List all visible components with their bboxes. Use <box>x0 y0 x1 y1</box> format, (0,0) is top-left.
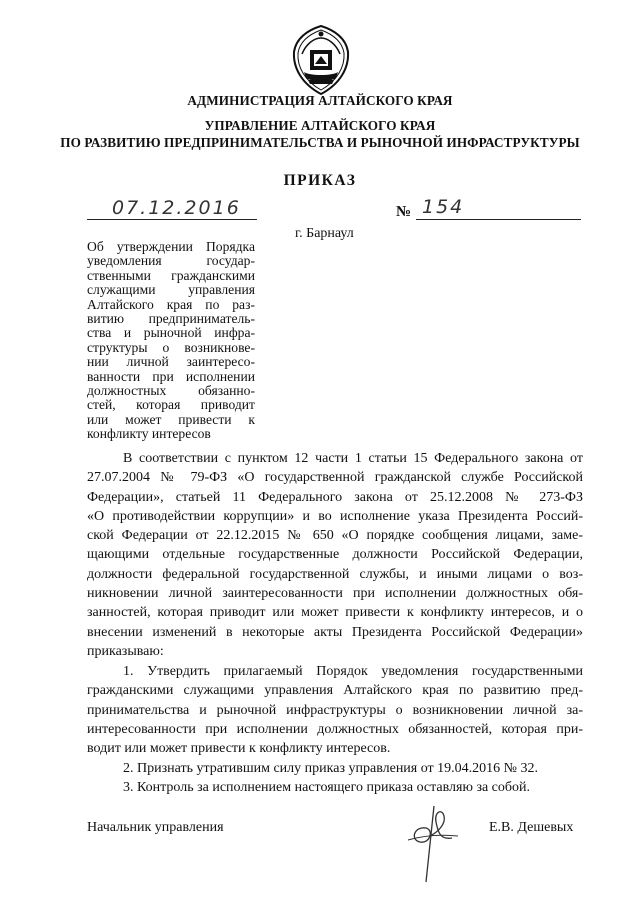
subject-line: конфликту интересов <box>87 426 211 442</box>
order-item-2-container <box>87 759 583 798</box>
number-underline <box>416 219 581 220</box>
subject-line: витию предприниматель- <box>87 311 255 327</box>
preamble-line: «О противодействии коррупции» и во исполнение указа Президента Россий- <box>87 508 583 524</box>
item1-line: интересованности при исполнении должностных обязанностей, которая при- <box>87 721 583 737</box>
subject-line: стей, которая приводит <box>87 397 255 413</box>
signatory-position: Начальник управления <box>87 820 224 835</box>
preamble-line: занностей, которая приводит или может привести к конфликту интересов, и о <box>87 605 583 621</box>
subject-line: Об утверждении Порядка <box>87 239 255 254</box>
subject-line: структуры о возникнове- <box>87 339 255 355</box>
preamble-line: должности федеральной государственной службы, и иными лицами о воз- <box>87 566 583 582</box>
signatory-name: Е.В. Дешевых <box>489 820 574 835</box>
order-item-1 <box>87 662 583 758</box>
subject-line: Алтайского края по раз- <box>87 296 255 312</box>
org-name-line1: АДМИНИСТРАЦИЯ АЛТАЙСКОГО КРАЯ <box>187 93 453 108</box>
subject-line: служащими управления <box>87 282 255 298</box>
preamble-line: В соответствии с пунктом 12 части 1 статьи 15 Федерального закона от <box>123 451 583 466</box>
item1-line: принимательства и рыночной инфраструктуры о возникновении личной за- <box>87 702 583 718</box>
subject-line: нии личной заинтересо- <box>87 354 255 370</box>
document-subject <box>87 240 255 442</box>
coat-of-arms-emblem <box>288 24 354 96</box>
subject-line: ственными гражданскими <box>87 267 255 283</box>
preamble-paragraph <box>87 449 583 661</box>
preamble-line: ской Федерации от 22.12.2015 № 650 «О порядке сообщения лицами, заме- <box>87 528 583 544</box>
order-item-3: 3. Контроль за исполнением настоящего приказа оставляю за собой. <box>123 780 531 796</box>
preamble-line: Федерации», статьей 11 Федерального закона от 25.12.2008 № 273-ФЗ <box>87 489 583 505</box>
document-number: 154 <box>422 196 465 218</box>
date-underline <box>87 219 257 220</box>
subject-line: ства и рыночной инфра- <box>87 325 255 341</box>
preamble-line: никновении личной заинтересованности при исполнении должностных обя- <box>87 586 583 602</box>
preamble-line: приказываю: <box>87 643 164 659</box>
subject-line: ванности при исполнении <box>87 368 255 384</box>
subject-line: уведомления государ- <box>87 253 255 269</box>
preamble-line: щающими отдельные государственные должности Российской Федерации, <box>87 547 583 563</box>
order-item-2: 2. Признать утратившим силу приказ управления от 19.04.2016 № 32. <box>123 761 539 776</box>
item1-line: водит или может привести к конфликту интересов. <box>87 741 391 757</box>
number-label: № <box>396 204 412 220</box>
subject-line: или может привести к <box>87 411 255 427</box>
org-name-line2: УПРАВЛЕНИЕ АЛТАЙСКОГО КРАЯ <box>204 118 436 133</box>
document-date: 07.12.2016 <box>112 197 241 219</box>
city: г. Барнаул <box>295 226 354 241</box>
preamble-line: внесении изменений в некоторые акты Президента Российской Федерации» <box>87 624 583 640</box>
preamble-line: 27.07.2004 № 79-ФЗ «О государственной гражданской службе Российской <box>87 470 583 486</box>
item1-line: гражданскими служащими управления Алтайского края по развитию пред- <box>87 683 583 699</box>
document-title: ПРИКАЗ <box>283 172 357 189</box>
subject-line: должностных обязанно- <box>87 383 255 399</box>
item1-line: 1. Утвердить прилагаемый Порядок уведомления государственными <box>123 664 583 679</box>
org-name-line3: ПО РАЗВИТИЮ ПРЕДПРИНИМАТЕЛЬСТВА И РЫНОЧНОЙ ИНФРАСТРУКТУРЫ <box>60 135 580 150</box>
handwritten-signature <box>400 796 470 886</box>
